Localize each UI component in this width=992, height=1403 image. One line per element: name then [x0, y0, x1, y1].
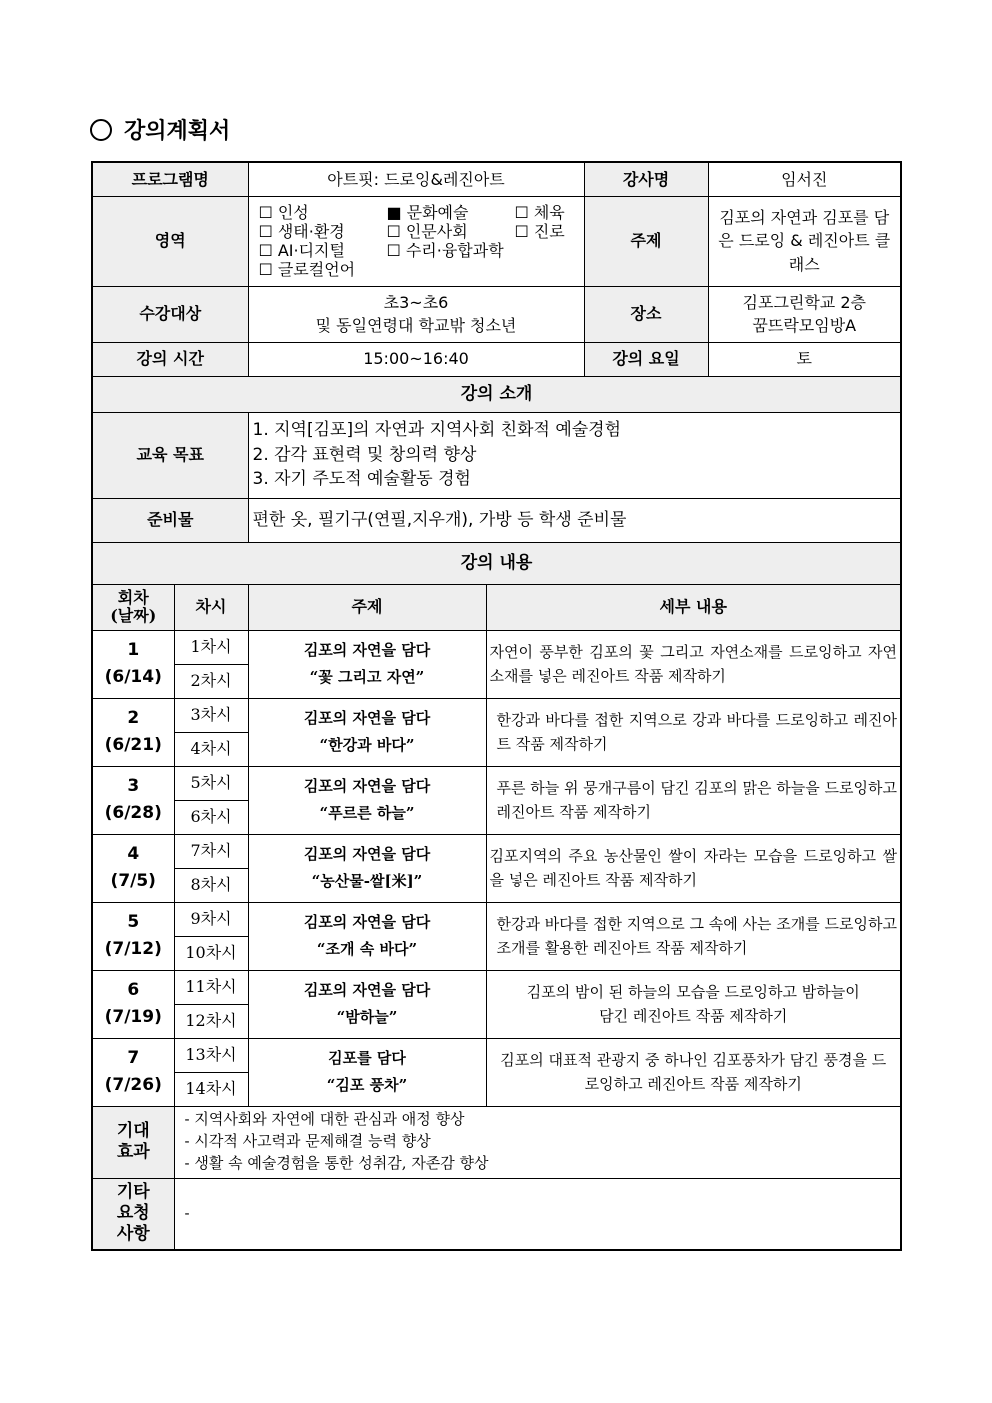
goal-label: 교육 목표 — [92, 412, 248, 498]
period-cell: 4차시 — [174, 732, 248, 766]
topic-cell: 김포의 자연을 담다 “밤하늘” — [248, 970, 486, 1038]
place-line-2: 꿈뜨락모임방A — [752, 316, 857, 335]
area-option-glocal-language[interactable] — [259, 260, 387, 279]
day-label: 강의 요일 — [584, 342, 708, 376]
period-cell: 10차시 — [174, 936, 248, 970]
theme-value: 김포의 자연과 김포를 담은 드로잉 & 레진아트 클래스 — [708, 196, 901, 286]
option-label: 글로컬언어 — [277, 260, 356, 280]
session-number: 3 (6/28) — [92, 766, 174, 834]
option-label: 진로 — [533, 221, 565, 241]
program-label: 프로그램명 — [92, 162, 248, 196]
instructor-label: 강사명 — [584, 162, 708, 196]
effect-item: - 시각적 사고력과 문제해결 능력 향상 — [184, 1132, 431, 1151]
target-line-1: 초3~초6 — [383, 292, 449, 312]
area-option-career[interactable] — [515, 222, 585, 241]
content-section-title: 강의 내용 — [92, 542, 901, 584]
prep-label: 준비물 — [92, 498, 248, 542]
period-cell: 11차시 — [174, 970, 248, 1004]
area-option-ai-digital[interactable] — [259, 241, 387, 260]
checkbox-icon: ☐ — [514, 221, 529, 241]
option-label: 수리·융합과학 — [405, 241, 504, 260]
topic-cell: 김포의 자연을 담다 “꽃 그리고 자연” — [248, 630, 486, 698]
detail-cell: 김포의 밤이 된 하늘의 모습을 드로잉하고 밤하늘이 담긴 레진아트 작품 제작하기 — [486, 970, 901, 1038]
topic-cell: 김포의 자연을 담다 “농산물-쌀[米]” — [248, 834, 486, 902]
area-option-sports[interactable] — [515, 203, 585, 222]
table-row — [92, 1038, 901, 1072]
col-session-l2: (날짜) — [110, 606, 157, 625]
time-value: 15:00~16:40 — [248, 342, 584, 376]
area-label: 영역 — [92, 196, 248, 286]
checkbox-icon: ☐ — [386, 241, 401, 260]
period-cell: 8차시 — [174, 868, 248, 902]
time-label: 강의 시간 — [92, 342, 248, 376]
row-time — [92, 342, 901, 376]
period-cell: 6차시 — [174, 800, 248, 834]
target-label: 수강대상 — [92, 286, 248, 342]
other-value: - — [174, 1178, 901, 1250]
session-number: 6 (7/19) — [92, 970, 174, 1038]
checkbox-icon: ☐ — [258, 260, 273, 280]
table-row — [92, 630, 901, 664]
col-session-l1: 회차 — [117, 587, 149, 607]
area-option-math-science[interactable] — [387, 241, 515, 260]
place-label: 장소 — [584, 286, 708, 342]
detail-cell: 한강과 바다를 접한 지역으로 그 속에 사는 조개를 드로잉하고 조개를 활용한 레진아트 작품 제작하기 — [486, 902, 901, 970]
row-intro-title — [92, 376, 901, 412]
heading-text: 강의계획서 — [124, 119, 231, 144]
period-cell: 7차시 — [174, 834, 248, 868]
row-program — [92, 162, 901, 196]
effect-item: - 생활 속 예술경험을 통한 성취감, 자존감 향상 — [184, 1153, 489, 1172]
option-label: 인문사회 — [405, 221, 468, 241]
target-value — [248, 286, 584, 342]
area-option-humanity[interactable] — [259, 203, 387, 222]
prep-value: 편한 옷, 필기구(연필,지우개), 가방 등 학생 준비물 — [248, 498, 901, 542]
effects-list — [174, 1106, 901, 1178]
detail-cell: 한강과 바다를 접한 지역으로 강과 바다를 드로잉하고 레진아트 작품 제작하기 — [486, 698, 901, 766]
theme-label: 주제 — [584, 196, 708, 286]
col-topic-header: 주제 — [248, 584, 486, 630]
area-option-ecology[interactable] — [259, 222, 387, 241]
effects-label: 기대 효과 — [92, 1106, 174, 1178]
period-cell: 9차시 — [174, 902, 248, 936]
detail-cell: 김포의 대표적 관광지 중 하나인 김포풍차가 담긴 풍경을 드로잉하고 레진아트 작품 제작하기 — [486, 1038, 901, 1106]
intro-section-title: 강의 소개 — [92, 376, 901, 412]
instructor-value: 임서진 — [708, 162, 901, 196]
document-heading — [90, 114, 230, 145]
col-session-header — [92, 584, 174, 630]
col-period-header: 차시 — [174, 584, 248, 630]
checkbox-icon: ☐ — [258, 241, 273, 260]
detail-cell: 자연이 풍부한 김포의 꽃 그리고 자연소재를 드로잉하고 자연소재를 넣은 레진아트 작품 제작하기 — [486, 630, 901, 698]
period-cell: 14차시 — [174, 1072, 248, 1106]
option-label: AI·디지털 — [277, 241, 345, 260]
target-line-2: 및 동일연령대 학교밖 청소년 — [315, 316, 517, 335]
session-number: 7 (7/26) — [92, 1038, 174, 1106]
topic-cell: 김포의 자연을 담다 “조개 속 바다” — [248, 902, 486, 970]
col-detail-header: 세부 내용 — [486, 584, 901, 630]
option-label: 체육 — [533, 202, 565, 222]
session-number: 1 (6/14) — [92, 630, 174, 698]
goal-item: 1. 지역[김포]의 자연과 지역사회 친화적 예술경험 — [252, 420, 622, 441]
session-number: 2 (6/21) — [92, 698, 174, 766]
checkbox-icon: ☐ — [386, 221, 401, 241]
checkbox-icon: ☐ — [258, 221, 273, 241]
topic-cell: 김포의 자연을 담다 “한강과 바다” — [248, 698, 486, 766]
period-cell: 5차시 — [174, 766, 248, 800]
row-other — [92, 1178, 901, 1250]
session-number: 5 (7/12) — [92, 902, 174, 970]
area-options — [248, 196, 584, 286]
place-line-1: 김포그린학교 2층 — [742, 292, 866, 312]
row-target — [92, 286, 901, 342]
session-number: 4 (7/5) — [92, 834, 174, 902]
period-cell: 1차시 — [174, 630, 248, 664]
place-value — [708, 286, 901, 342]
table-row — [92, 902, 901, 936]
effect-item: - 지역사회와 자연에 대한 관심과 애정 향상 — [184, 1110, 465, 1129]
table-row — [92, 698, 901, 732]
option-label: 인성 — [277, 202, 309, 222]
lecture-plan-table — [91, 161, 902, 1251]
goal-item: 3. 자기 주도적 예술활동 경험 — [252, 469, 471, 490]
area-option-arts[interactable] — [387, 203, 515, 222]
table-row — [92, 834, 901, 868]
topic-cell: 김포의 자연을 담다 “푸르른 하늘” — [248, 766, 486, 834]
row-area — [92, 196, 901, 286]
option-label: 문화예술 — [406, 202, 469, 222]
checkbox-icon: ☐ — [258, 202, 273, 222]
option-label: 생태·환경 — [277, 221, 345, 241]
row-goals — [92, 412, 901, 498]
goal-list — [248, 412, 901, 498]
goal-item: 2. 감각 표현력 및 창의력 향상 — [252, 444, 477, 465]
table-row — [92, 766, 901, 800]
detail-cell: 김포지역의 주요 농산물인 쌀이 자라는 모습을 드로잉하고 쌀을 넣은 레진아트 작품 제작하기 — [486, 834, 901, 902]
period-cell: 12차시 — [174, 1004, 248, 1038]
row-content-header — [92, 584, 901, 630]
topic-cell: 김포를 담다 “김포 풍차” — [248, 1038, 486, 1106]
row-effects — [92, 1106, 901, 1178]
day-value: 토 — [708, 342, 901, 376]
checkbox-checked-icon: ■ — [386, 202, 402, 222]
area-option-humanities[interactable] — [387, 222, 515, 241]
period-cell: 2차시 — [174, 664, 248, 698]
checkbox-icon: ☐ — [514, 202, 529, 222]
row-content-title — [92, 542, 901, 584]
table-row — [92, 970, 901, 1004]
detail-cell: 푸른 하늘 위 뭉개구름이 담긴 김포의 맑은 하늘을 드로잉하고 레진아트 작품 제작하기 — [486, 766, 901, 834]
row-prep — [92, 498, 901, 542]
other-label: 기타 요청 사항 — [92, 1178, 174, 1250]
period-cell: 3차시 — [174, 698, 248, 732]
period-cell: 13차시 — [174, 1038, 248, 1072]
circle-bullet-icon — [90, 119, 112, 141]
program-value: 아트핏: 드로잉&레진아트 — [248, 162, 584, 196]
